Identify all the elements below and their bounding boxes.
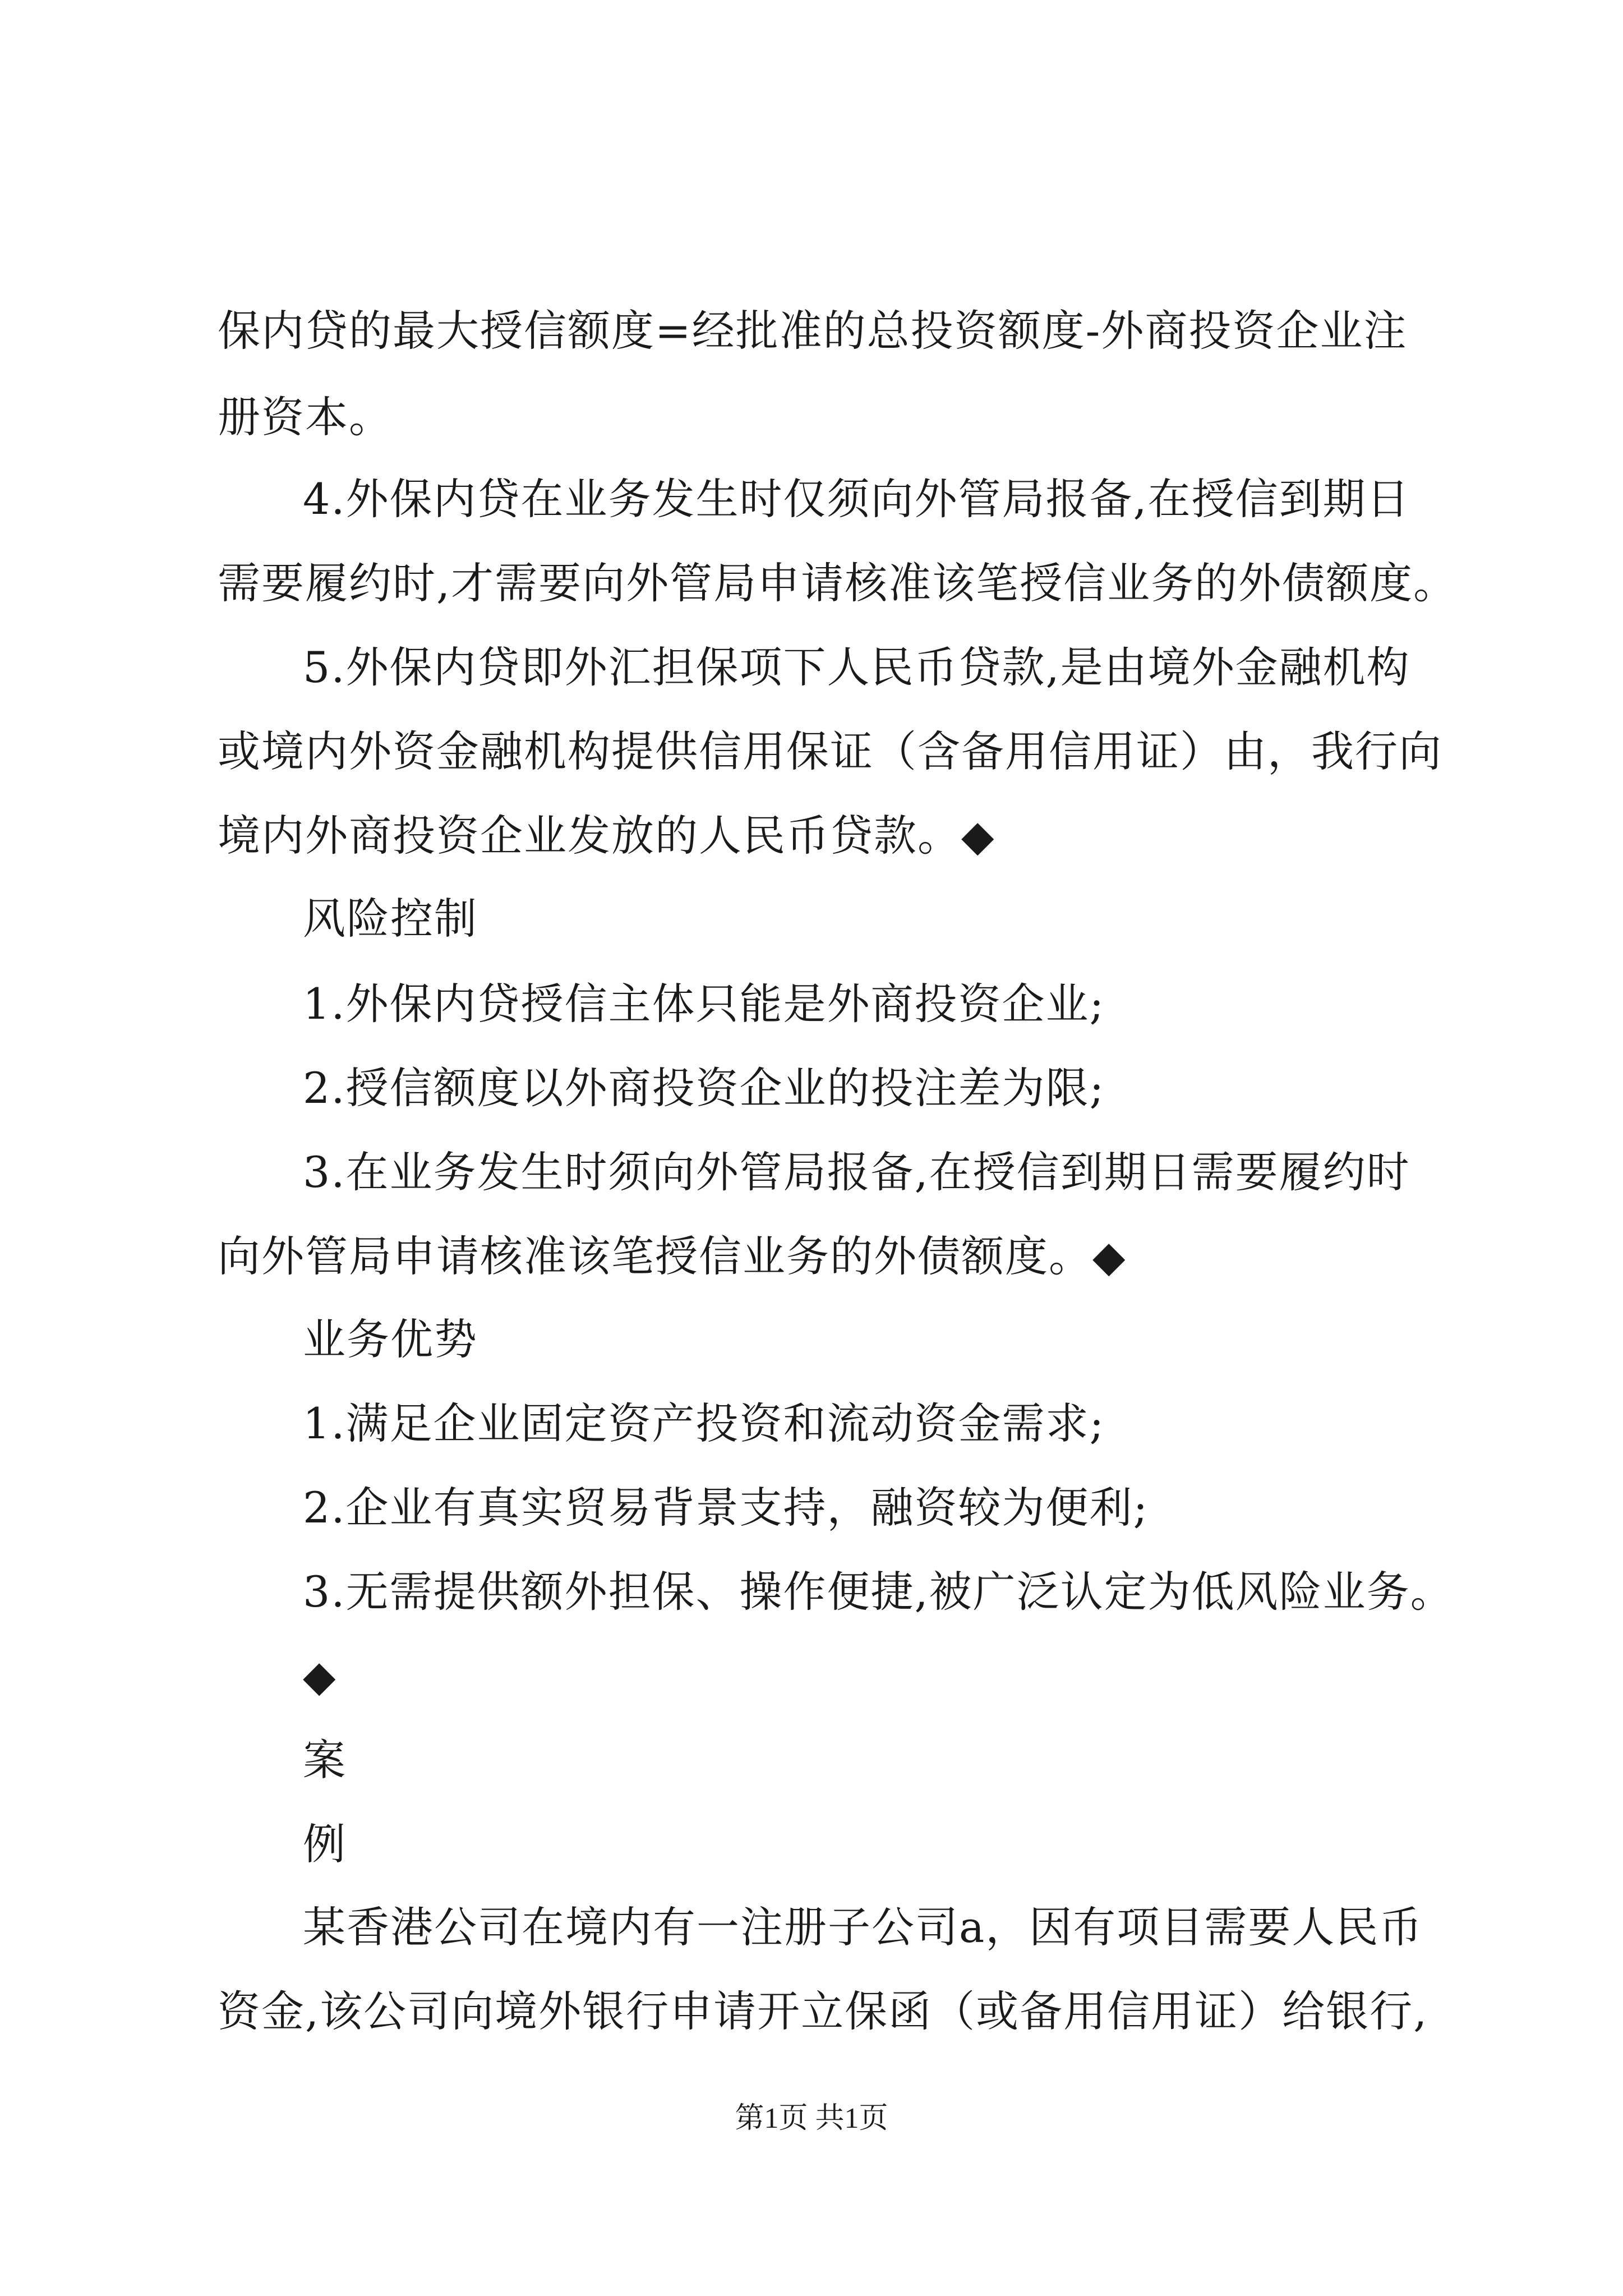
list-item: 2.授信额度以外商投资企业的投注差为限; bbox=[303, 1063, 1105, 1113]
paragraph-line: 需要履约时,才需要向外管局申请核准该笔授信业务的外债额度。 bbox=[218, 558, 1458, 608]
list-item: 3.无需提供额外担保、操作便捷,被广泛认定为低风险业务。 bbox=[303, 1567, 1454, 1617]
list-item: 2.企业有真实贸易背景支持，融资较为便利; bbox=[303, 1483, 1149, 1533]
paragraph-line: 册资本。 bbox=[218, 392, 393, 442]
paragraph-line: 保内贷的最大授信额度=经批准的总投资额度-外商投资企业注 bbox=[218, 306, 1408, 356]
section-heading: 业务优势 bbox=[303, 1314, 478, 1364]
paragraph-line: 资金,该公司向境外银行申请开立保函（或备用信用证）给银行, bbox=[218, 1986, 1428, 2036]
paragraph-line: 境内外商投资企业发放的人民币贷款。◆ bbox=[218, 811, 995, 861]
paragraph-line: 4.外保内贷在业务发生时仅须向外管局报备,在授信到期日 bbox=[303, 474, 1410, 524]
section-heading: 例 bbox=[303, 1819, 347, 1869]
page-footer: 第1页 共1页 bbox=[735, 2102, 888, 2134]
paragraph-line: 某香港公司在境内有一注册子公司a，因有项目需要人民币 bbox=[303, 1902, 1423, 1952]
diamond-bullet-icon: ◆ bbox=[303, 1651, 337, 1701]
section-heading: 案 bbox=[303, 1735, 347, 1785]
list-item: 1.满足企业固定资产投资和流动资金需求; bbox=[303, 1398, 1105, 1448]
section-heading: 风险控制 bbox=[303, 894, 478, 944]
paragraph-line: 或境内外资金融机构提供信用保证（含备用信用证）由，我行向 bbox=[218, 726, 1442, 776]
list-item: 1.外保内贷授信主体只能是外商投资企业; bbox=[303, 979, 1105, 1029]
paragraph-line: 5.外保内贷即外汇担保项下人民币贷款,是由境外金融机构 bbox=[303, 642, 1410, 692]
paragraph-line: 向外管局申请核准该笔授信业务的外债额度。◆ bbox=[218, 1231, 1127, 1281]
list-item: 3.在业务发生时须向外管局报备,在授信到期日需要履约时 bbox=[303, 1147, 1410, 1197]
